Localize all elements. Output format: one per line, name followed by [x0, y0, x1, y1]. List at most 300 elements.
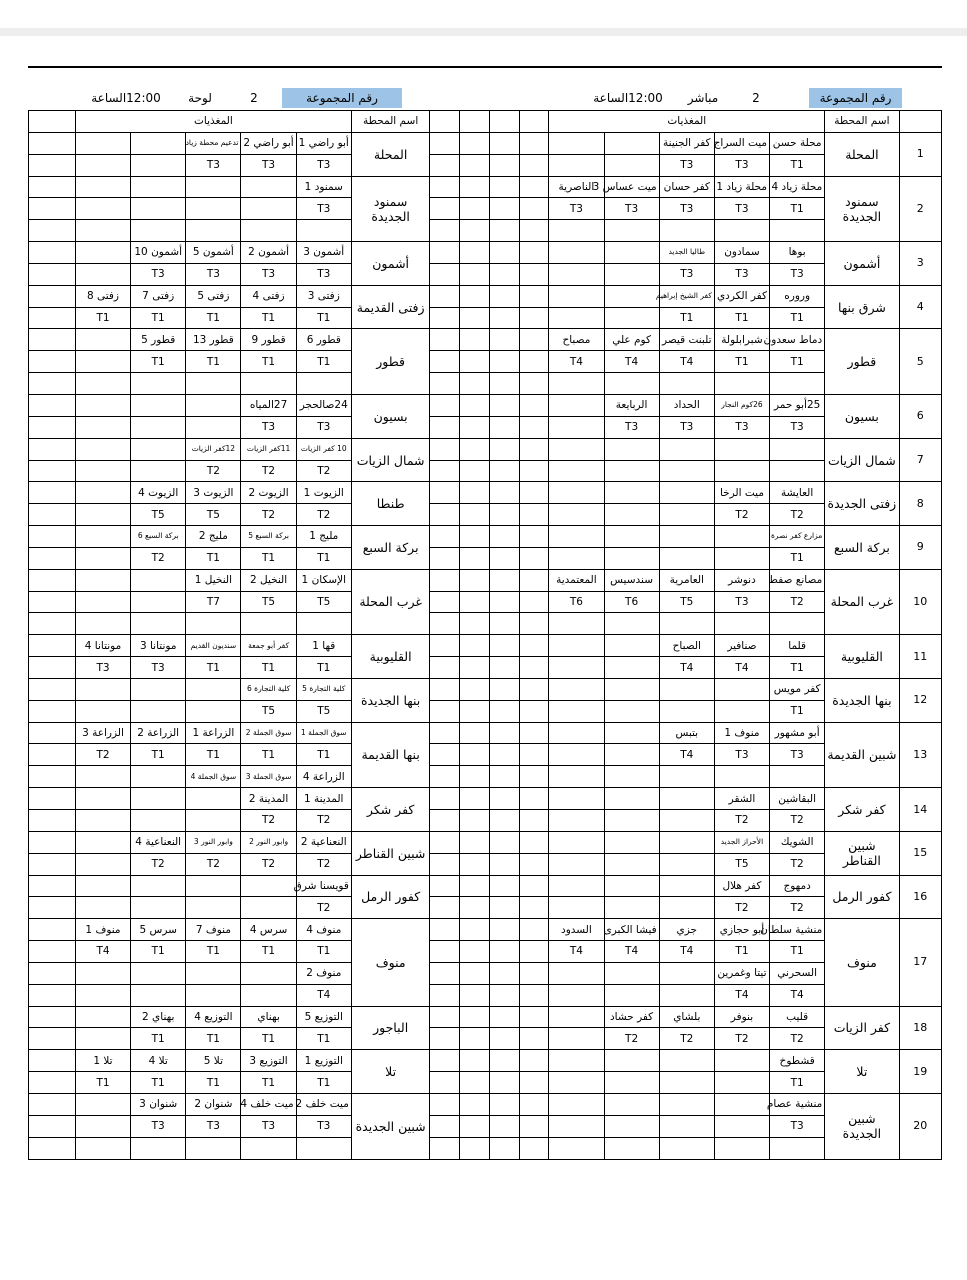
left-feeder-name: زفتى 4 [241, 285, 296, 307]
right-time: 12:00الساعة [593, 91, 663, 105]
right-feeder-transformer: T1 [770, 351, 825, 373]
gap-cell [460, 351, 490, 373]
left-feeder-name [296, 220, 351, 242]
left-feeder-name [75, 766, 130, 788]
left-feeder-transformer: T2 [296, 504, 351, 526]
right-station-name: بنها الجديدة [825, 678, 899, 722]
right-feeder-name: 25أبو حمر [770, 394, 825, 416]
gap-cell [430, 1050, 460, 1072]
left-feeder-name: سوق الجملة 3 [241, 766, 296, 788]
right-feeder-name [549, 526, 604, 548]
left-feeder-name [75, 678, 130, 700]
gap-cell [460, 678, 490, 700]
gap-cell [460, 132, 490, 154]
table-row [29, 329, 942, 351]
gap-cell [489, 526, 519, 548]
gap-cell [430, 831, 460, 853]
left-feeder-name [186, 613, 241, 635]
left-feeder-transformer: T1 [186, 744, 241, 766]
gap-cell [519, 569, 549, 591]
right-feeder-name: وروره [770, 285, 825, 307]
right-feeder-name: البقاشين [770, 788, 825, 810]
right-feeder-transformer [604, 1072, 659, 1094]
right-feeder-name: الناصرية [549, 176, 604, 198]
right-feeder-transformer [549, 307, 604, 329]
left-feeder-transformer: T4 [75, 941, 130, 963]
left-feeder-name [131, 438, 186, 460]
edge-cell [29, 941, 76, 963]
gap-cell [519, 657, 549, 679]
left-feeder-name [186, 176, 241, 198]
right-feeder-name [770, 613, 825, 635]
gap-cell [519, 394, 549, 416]
left-feeder-name: تدعيم محطة زياد [186, 132, 241, 154]
left-feeder-name [131, 678, 186, 700]
gap-cell [519, 198, 549, 220]
left-feeder-transformer [75, 1028, 130, 1050]
right-feeder-name: أبو حجازي [714, 919, 769, 941]
right-feeder-name [604, 766, 659, 788]
gap-cell [519, 482, 549, 504]
table-row [29, 307, 942, 329]
right-feeder-name [549, 875, 604, 897]
left-station-name: طنطا [351, 482, 430, 526]
right-feeder-transformer: T1 [714, 941, 769, 963]
right-feeder-name: 26كوم النجار [714, 394, 769, 416]
left-station-name: الباجور [351, 1006, 430, 1050]
gap-cell [519, 1006, 549, 1028]
row-number: 8 [899, 482, 941, 526]
right-feeder-transformer: T2 [714, 897, 769, 919]
left-feeder-transformer [75, 263, 130, 285]
right-station-name: أشمون [825, 242, 899, 286]
left-station-name: تلا [351, 1050, 430, 1094]
right-feeder-transformer: T6 [604, 591, 659, 613]
left-feeder-name: بهناي 2 [131, 1006, 186, 1028]
right-station-name: غرب المحلة [825, 569, 899, 635]
left-feeder-transformer: T2 [296, 810, 351, 832]
left-feeder-transformer: T3 [131, 657, 186, 679]
edge-cell [29, 766, 76, 788]
schedule-table [28, 110, 942, 1160]
edge-cell [29, 329, 76, 351]
left-feeder-transformer: T3 [296, 416, 351, 438]
table-row [29, 722, 942, 744]
left-feeder-name [75, 394, 130, 416]
right-feeder-name [549, 285, 604, 307]
right-feeder-name: منوف 1 [714, 722, 769, 744]
left-feeder-transformer: T1 [241, 547, 296, 569]
right-feeder-transformer: T3 [549, 198, 604, 220]
left-feeder-name: قطور 9 [241, 329, 296, 351]
right-feeder-transformer: T1 [770, 941, 825, 963]
left-feeder-name [186, 373, 241, 395]
right-feeder-name [714, 373, 769, 395]
gap-cell [460, 722, 490, 744]
right-feeder-name [549, 613, 604, 635]
table-row [29, 242, 942, 264]
right-feeder-transformer: T3 [770, 1115, 825, 1137]
table-row [29, 569, 942, 591]
gap-cell [519, 220, 549, 242]
right-feeder-name [714, 1050, 769, 1072]
left-feeder-name: النعناعية 2 [296, 831, 351, 853]
left-feeder-transformer: T2 [296, 460, 351, 482]
left-feeder-transformer [75, 547, 130, 569]
right-feeder-transformer: T4 [770, 984, 825, 1006]
right-feeder-name [770, 220, 825, 242]
right-feeder-name: قلما [770, 635, 825, 657]
left-feeder-transformer: T1 [131, 307, 186, 329]
left-feeder-name: النعناعية 4 [131, 831, 186, 853]
left-feeder-transformer: T1 [296, 547, 351, 569]
right-feeder-transformer: T3 [770, 263, 825, 285]
gap-cell [519, 941, 549, 963]
right-feeder-name: قشطوخ [770, 1050, 825, 1072]
gap-cell [519, 613, 549, 635]
left-feeder-name: بركة السبع 5 [241, 526, 296, 548]
right-feeder-name [770, 1137, 825, 1159]
right-feeder-name [604, 678, 659, 700]
right-feeder-transformer [604, 897, 659, 919]
table-row [29, 591, 942, 613]
left-feeder-transformer [186, 198, 241, 220]
left-feeder-transformer [75, 810, 130, 832]
right-feeder-name: مزارع كفر نصرة [770, 526, 825, 548]
table-row [29, 198, 942, 220]
left-feeder-transformer [131, 591, 186, 613]
left-feeder-name: وابور النور 2 [241, 831, 296, 853]
right-feeder-transformer: T4 [714, 984, 769, 1006]
edge-cell [29, 569, 76, 591]
left-feeder-name: الزراعة 3 [75, 722, 130, 744]
left-feeder-name [186, 788, 241, 810]
gap-cell [519, 700, 549, 722]
left-station-name: شبين الجديدة [351, 1093, 430, 1159]
left-feeder-name: تلا 4 [131, 1050, 186, 1072]
gap-cell [519, 373, 549, 395]
right-feeder-name [604, 1050, 659, 1072]
left-feeder-transformer: T1 [186, 351, 241, 373]
right-feeder-transformer [549, 700, 604, 722]
right-feeder-transformer [714, 547, 769, 569]
gap-cell [430, 482, 460, 504]
left-feeder-transformer: T4 [296, 984, 351, 1006]
gap-cell [460, 1137, 490, 1159]
gap-cell [519, 831, 549, 853]
left-feeder-transformer: T1 [131, 744, 186, 766]
right-feeder-name [659, 373, 714, 395]
left-feeder-transformer: T1 [296, 351, 351, 373]
left-feeder-transformer: T1 [241, 1028, 296, 1050]
edge-cell [29, 1137, 76, 1159]
right-feeder-transformer [604, 1115, 659, 1137]
right-feeder-name [549, 394, 604, 416]
edge-cell [29, 875, 76, 897]
left-feeder-transformer: T3 [296, 154, 351, 176]
right-feeder-name [604, 526, 659, 548]
left-station-name: قطور [351, 329, 430, 395]
right-feeder-name: بوها [770, 242, 825, 264]
table-row [29, 962, 942, 984]
left-feeder-transformer: T2 [241, 460, 296, 482]
left-feeder-transformer: T3 [296, 198, 351, 220]
right-feeder-transformer: T1 [770, 307, 825, 329]
right-feeder-transformer [714, 460, 769, 482]
right-feeder-name [659, 438, 714, 460]
left-feeder-name: منوف 4 [296, 919, 351, 941]
left-feeder-name [131, 962, 186, 984]
row-number: 11 [899, 635, 941, 679]
right-feeder-name [659, 1050, 714, 1072]
left-feeder-transformer: T1 [131, 941, 186, 963]
gap-cell [489, 1093, 519, 1115]
left-header-station: اسم المحطة [351, 111, 430, 133]
right-feeder-transformer [659, 984, 714, 1006]
right-feeder-name [604, 242, 659, 264]
row-number: 9 [899, 526, 941, 570]
edge-cell [29, 504, 76, 526]
left-feeder-name [241, 373, 296, 395]
gap-cell [489, 919, 519, 941]
gap-cell [489, 744, 519, 766]
left-feeder-name: كلية التجارة 6 [241, 678, 296, 700]
right-feeder-name: كفر حشاد [604, 1006, 659, 1028]
gap-cell [460, 460, 490, 482]
gap-cell [460, 1093, 490, 1115]
left-feeder-name [75, 962, 130, 984]
left-feeder-name [131, 394, 186, 416]
left-station-name: بنها الجديدة [351, 678, 430, 722]
right-feeder-name: سندسيس [604, 569, 659, 591]
edge-cell [29, 307, 76, 329]
row-number: 4 [899, 285, 941, 329]
right-feeder-transformer [604, 547, 659, 569]
gap-cell [489, 766, 519, 788]
right-feeder-transformer [659, 897, 714, 919]
row-number: 20 [899, 1093, 941, 1159]
right-feeder-name: صنافير [714, 635, 769, 657]
right-feeder-name: الربايعة [604, 394, 659, 416]
left-feeder-name [296, 1137, 351, 1159]
right-group-label: رقم المجموعة [809, 88, 902, 108]
left-feeder-transformer [241, 897, 296, 919]
left-feeder-name: منوف 7 [186, 919, 241, 941]
row-number: 19 [899, 1050, 941, 1094]
right-feeder-name: محلة زياد 1 [714, 176, 769, 198]
schedule-sheet [28, 88, 942, 1246]
gap-cell [430, 460, 460, 482]
left-feeder-transformer: T1 [186, 1072, 241, 1094]
left-feeder-name: الزراعة 2 [131, 722, 186, 744]
left-feeder-transformer [241, 198, 296, 220]
table-row [29, 1093, 942, 1115]
left-feeder-name [75, 373, 130, 395]
right-feeder-name [549, 788, 604, 810]
left-feeder-transformer: T1 [296, 941, 351, 963]
right-station-name: سمنود الجديدة [825, 176, 899, 242]
right-feeder-transformer: T2 [770, 504, 825, 526]
right-station-name: بركة السبع [825, 526, 899, 570]
right-station-name: بسيون [825, 394, 899, 438]
edge-cell [29, 111, 76, 133]
gap-cell [519, 242, 549, 264]
left-feeder-name [75, 1137, 130, 1159]
right-feeder-transformer [770, 460, 825, 482]
gap-cell [489, 176, 519, 198]
right-feeder-name: منشية عصام [770, 1093, 825, 1115]
left-feeder-transformer [131, 810, 186, 832]
left-feeder-transformer: T1 [241, 941, 296, 963]
left-feeder-name: سوق الجملة 1 [296, 722, 351, 744]
left-feeder-name [131, 788, 186, 810]
right-station-name: المحلة [825, 132, 899, 176]
gap-cell [460, 242, 490, 264]
left-feeder-transformer: T1 [131, 351, 186, 373]
right-feeder-transformer: T1 [770, 700, 825, 722]
edge-cell [29, 678, 76, 700]
left-feeder-name: أبو راضي 2 [241, 132, 296, 154]
right-station-name: منوف [825, 919, 899, 1006]
left-feeder-name: قطور 13 [186, 329, 241, 351]
gap-cell [430, 613, 460, 635]
right-station-name: القليوبية [825, 635, 899, 679]
left-feeder-name: 27المياه [241, 394, 296, 416]
left-feeder-transformer: T5 [241, 591, 296, 613]
gap-cell [489, 853, 519, 875]
left-feeder-name: بهناي [241, 1006, 296, 1028]
left-feeder-name [75, 526, 130, 548]
gap-cell [489, 875, 519, 897]
right-feeder-transformer: T2 [714, 504, 769, 526]
gap-cell [430, 591, 460, 613]
edge-cell [29, 613, 76, 635]
left-feeder-transformer: T3 [241, 154, 296, 176]
gap-cell [460, 526, 490, 548]
gap-cell [430, 526, 460, 548]
right-feeder-transformer [604, 744, 659, 766]
gap-cell [460, 504, 490, 526]
right-feeder-name [549, 132, 604, 154]
right-feeder-name: الشويك [770, 831, 825, 853]
right-feeder-transformer: T2 [714, 1028, 769, 1050]
left-feeder-name: زفتى 3 [296, 285, 351, 307]
left-feeder-name: التوزيع 3 [241, 1050, 296, 1072]
right-feeder-name [604, 1137, 659, 1159]
left-feeder-transformer [75, 853, 130, 875]
edge-cell [29, 263, 76, 285]
gap-cell [489, 1006, 519, 1028]
gap-cell [519, 526, 549, 548]
right-feeder-name: أبو مشهور [770, 722, 825, 744]
gap-cell [460, 482, 490, 504]
right-feeder-transformer: T3 [659, 416, 714, 438]
right-feeder-transformer [549, 810, 604, 832]
left-feeder-name: تلا 1 [75, 1050, 130, 1072]
right-feeder-transformer: T3 [659, 154, 714, 176]
gap-cell [519, 635, 549, 657]
right-feeder-name [549, 438, 604, 460]
right-feeder-transformer [549, 657, 604, 679]
right-station-name: تلا [825, 1050, 899, 1094]
left-feeder-name [241, 613, 296, 635]
left-feeder-transformer: T1 [186, 657, 241, 679]
gap-cell [430, 700, 460, 722]
right-feeder-name [604, 788, 659, 810]
left-feeder-name [241, 1137, 296, 1159]
gap-cell [489, 722, 519, 744]
right-feeder-name: كفر الشيخ إبراهيم [659, 285, 714, 307]
edge-cell [29, 700, 76, 722]
right-feeder-name: المعتمدية [549, 569, 604, 591]
edge-cell [29, 1006, 76, 1028]
left-feeder-transformer [75, 591, 130, 613]
left-station-name: المحلة [351, 132, 430, 176]
left-feeder-transformer [186, 416, 241, 438]
left-feeder-transformer [75, 198, 130, 220]
right-feeder-name: دماط سعدون [770, 329, 825, 351]
edge-cell [29, 242, 76, 264]
table-row [29, 1115, 942, 1137]
row-number: 18 [899, 1006, 941, 1050]
right-feeder-transformer: T2 [770, 591, 825, 613]
left-feeder-transformer: T1 [75, 1072, 130, 1094]
right-feeder-transformer: T4 [604, 941, 659, 963]
gap-cell [489, 678, 519, 700]
right-feeder-name [549, 722, 604, 744]
right-feeder-name [659, 1137, 714, 1159]
left-feeder-transformer: T3 [131, 1115, 186, 1137]
gap-cell [489, 962, 519, 984]
table-row [29, 416, 942, 438]
left-feeder-transformer [75, 700, 130, 722]
gap-cell [430, 941, 460, 963]
left-feeder-transformer: T1 [241, 1072, 296, 1094]
right-feeder-transformer: T3 [604, 198, 659, 220]
right-feeder-transformer: T2 [770, 810, 825, 832]
left-feeder-name [75, 132, 130, 154]
table-row [29, 394, 942, 416]
right-feeder-name [549, 1137, 604, 1159]
left-feeder-transformer: T5 [241, 700, 296, 722]
edge-cell [29, 482, 76, 504]
gap-cell [460, 285, 490, 307]
edge-cell [29, 438, 76, 460]
edge-cell [29, 1093, 76, 1115]
table-row [29, 285, 942, 307]
left-feeder-name [75, 831, 130, 853]
right-feeder-transformer [604, 853, 659, 875]
gap-cell [519, 722, 549, 744]
left-feeder-transformer: T5 [296, 591, 351, 613]
right-feeder-transformer [659, 547, 714, 569]
right-feeder-name [549, 678, 604, 700]
right-feeder-transformer: T1 [770, 198, 825, 220]
gap-cell [460, 700, 490, 722]
right-feeder-transformer [604, 154, 659, 176]
gap-cell [519, 962, 549, 984]
edge-cell [29, 744, 76, 766]
gap-cell [519, 766, 549, 788]
right-feeder-name [714, 220, 769, 242]
left-feeder-name: مونتانا 3 [131, 635, 186, 657]
gap-cell [489, 941, 519, 963]
gap-cell [489, 984, 519, 1006]
right-feeder-transformer: T3 [770, 744, 825, 766]
table-row [29, 504, 942, 526]
left-feeder-transformer: T1 [186, 1028, 241, 1050]
gap-cell [460, 307, 490, 329]
